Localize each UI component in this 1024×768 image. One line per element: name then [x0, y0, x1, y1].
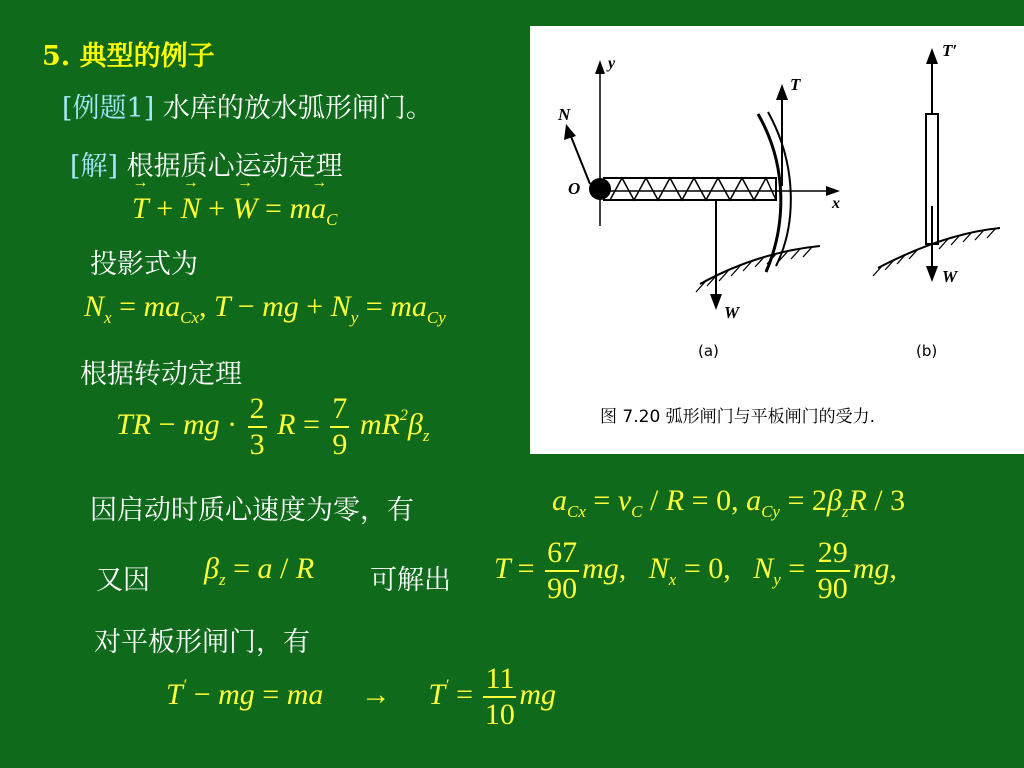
- label-a: (a): [698, 342, 719, 360]
- figure-drawing: [530, 26, 1024, 454]
- example-line: [62, 86, 433, 125]
- ground-a-hatch: [696, 247, 812, 292]
- W-force-arrow: [710, 294, 722, 310]
- rotation-text: 根据转动定理: [80, 359, 242, 390]
- equation-5: $\beta_z = a / R$: [204, 552, 315, 589]
- example-tag: [例题1]: [62, 93, 155, 124]
- solution-line: [70, 144, 343, 183]
- O-label: O: [568, 179, 581, 198]
- equation-6: T = $\frac{67}{90}$ mg, $N_x = 0$, $N_y$ = $\frac{29}{90}$ mg,: [494, 536, 897, 605]
- solve-text: 可解出: [370, 565, 451, 596]
- W-label: W: [724, 303, 740, 322]
- T-label: T: [790, 75, 801, 94]
- figure-caption: 图 7.20 弧形闸门与平板闸门的受力.: [600, 407, 876, 427]
- curved-gate-outer: [758, 114, 781, 272]
- truss-web: [610, 178, 776, 200]
- label-b: (b): [916, 342, 938, 360]
- W-b-force-arrow: [926, 266, 938, 282]
- N-force-arrow: [564, 124, 576, 140]
- N-force-line: [570, 134, 590, 184]
- N-label: N: [558, 105, 571, 124]
- solution-tag: [解]: [70, 151, 119, 182]
- equation-7: T′ − mg = ma → T′ = $\frac{11}{10}$ mg: [166, 662, 557, 731]
- y-axis-arrow: [595, 60, 605, 74]
- truss-arm: [604, 178, 776, 200]
- pivot-O: [589, 178, 611, 200]
- start-text: 因启动时质心速度为零，有: [90, 495, 414, 526]
- y-label: y: [608, 55, 616, 72]
- equation-2: $N_x = ma_{Cx}$, T − mg + $N_y = ma_{Cy}$: [84, 290, 446, 327]
- ground-a: [700, 246, 820, 284]
- W-b-label: W: [942, 267, 958, 286]
- solution-text: 根据质心运动定理: [126, 151, 343, 182]
- T-force-arrow: [776, 84, 788, 100]
- equation-3: TR − mg · $\frac{2}{3}$ R = $\frac{7}{9}$ $mR^2\beta_z$: [116, 392, 430, 461]
- T-prime-force-arrow: [926, 48, 938, 64]
- example-text: 水库的放水弧形闸门。: [162, 93, 433, 124]
- gate-force-figure: [530, 26, 1024, 454]
- because-text: 又因: [96, 565, 150, 596]
- equation-4: $a_{Cx} = v_C / R = 0$, $a_{Cy} = 2\beta_zR / 3$: [552, 484, 906, 521]
- x-label: x: [832, 195, 840, 212]
- slide-heading: 5. 典型的例子: [42, 41, 215, 72]
- equation-1: → T + → N + → $W = m\to a_C$: [132, 192, 337, 230]
- T-prime-label: T′: [942, 41, 958, 60]
- plate-text: 对平板形闸门，有: [94, 627, 310, 658]
- projection-text: 投影式为: [90, 249, 198, 280]
